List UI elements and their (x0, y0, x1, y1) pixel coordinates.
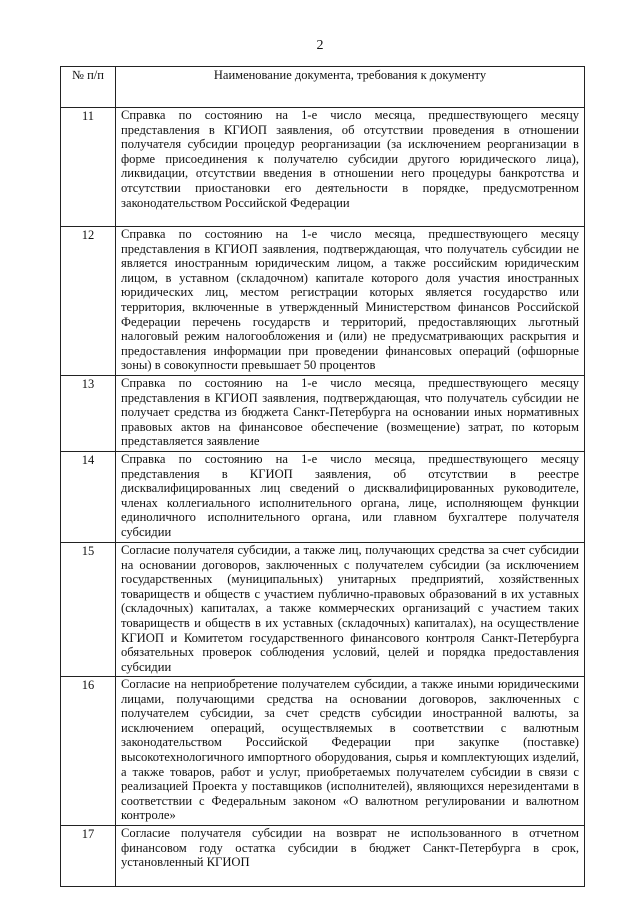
row-number: 15 (61, 543, 116, 677)
table-row (61, 452, 585, 543)
row-number: 13 (61, 376, 116, 452)
documents-table (60, 66, 585, 887)
table-row (61, 677, 585, 826)
table-row (61, 108, 585, 227)
row-document-text: Справка по состоянию на 1-е число месяца, предшествующего месяцу представления в КГИОП заявления, подтверждающая, что получатель субсидии не является иностранным юридическим лицом, а также российским юридическим лицом, в уставном (складочном) капитале которого доля участия иностранных юридических лиц, местом регистрации которых является государство или территория, включенные в утвержденный Министерством финансов Российской Федерации перечень государств и территорий, предоставляющих льготный налоговый режим налогообложения и (или) не предусматривающих раскрытия и предоставления информации при проведении финансовых операций (офшорные зоны) в совокупности превышает 50 процентов (116, 227, 585, 376)
table-header-row (61, 67, 585, 108)
row-document-text: Согласие получателя субсидии на возврат не использованного в отчетном финансовом году остатка субсидии в бюджет Санкт-Петербурга в срок, установленный КГИОП (116, 826, 585, 887)
row-number: 11 (61, 108, 116, 227)
row-number: 12 (61, 227, 116, 376)
table-row (61, 543, 585, 677)
table-row (61, 227, 585, 376)
row-number: 17 (61, 826, 116, 887)
table-row (61, 826, 585, 887)
row-number: 16 (61, 677, 116, 826)
table-row (61, 376, 585, 452)
column-header-number: № п/п (61, 67, 116, 108)
row-document-text: Согласие получателя субсидии, а также лиц, получающих средства за счет субсидии на основании договоров, заключенных с получателем субсидии (за исключением государственных (муниципальных) унитарных предприятий, хозяйственных товариществ и обществ с участием публично-правовых образований в их уставных (складочных) капиталах, а также коммерческих организаций с участием таких товариществ и обществ в их уставных (складочных) капиталах), на осуществление КГИОП и Комитетом государственного финансового контроля Санкт-Петербурга обязательных проверок соблюдения условий, целей и порядка предоставления субсидии (116, 543, 585, 677)
page-number: 2 (316, 38, 324, 53)
column-header-document: Наименование документа, требования к документу (116, 67, 585, 108)
row-document-text: Справка по состоянию на 1-е число месяца, предшествующего месяцу представления в КГИОП заявления, об отсутствии в реестре дисквалифицированных лиц сведений о дисквалифицированных руководителе, членах коллегиального исполнительного органа, лице, исполняющем функции единоличного исполнительного органа, или главном бухгалтере получателя субсидии (116, 452, 585, 543)
row-document-text: Согласие на неприобретение получателем субсидии, а также иными юридическими лицами, получающими средства на основании договоров, заключенных с получателем субсидии, за счет средств субсидии иностранной валюты, за исключением операций, осуществляемых в соответствии с валютным законодательством Российской Федерации при закупке (поставке) высокотехнологичного импортного оборудования, сырья и комплектующих изделий, а также товаров, работ и услуг, приобретаемых получателем субсидии в связи с реализацией Проекта у поставщиков (исполнителей), являющихся нерезидентами в соответствии с Федеральным законом «О валютном регулировании и валютном контроле» (116, 677, 585, 826)
row-document-text: Справка по состоянию на 1-е число месяца, предшествующего месяцу представления в КГИОП заявления, об отсутствии проведения в отношении получателя субсидии процедур реорганизации (за исключением реорганизации в форме присоединения к получателю субсидии другого юридического лица), ликвидации, отсутствии введения в отношении него процедуры банкротства и отсутствии приостановки его деятельности в порядке, предусмотренном законодательством Российской Федерации (116, 108, 585, 227)
row-number: 14 (61, 452, 116, 543)
row-document-text: Справка по состоянию на 1-е число месяца, предшествующего месяцу представления в КГИОП заявления, подтверждающая, что получатель субсидии не получает средства из бюджета Санкт-Петербурга на основании иных нормативных правовых актов на финансовое обеспечение (возмещение) затрат, по которым представляется заявление (116, 376, 585, 452)
